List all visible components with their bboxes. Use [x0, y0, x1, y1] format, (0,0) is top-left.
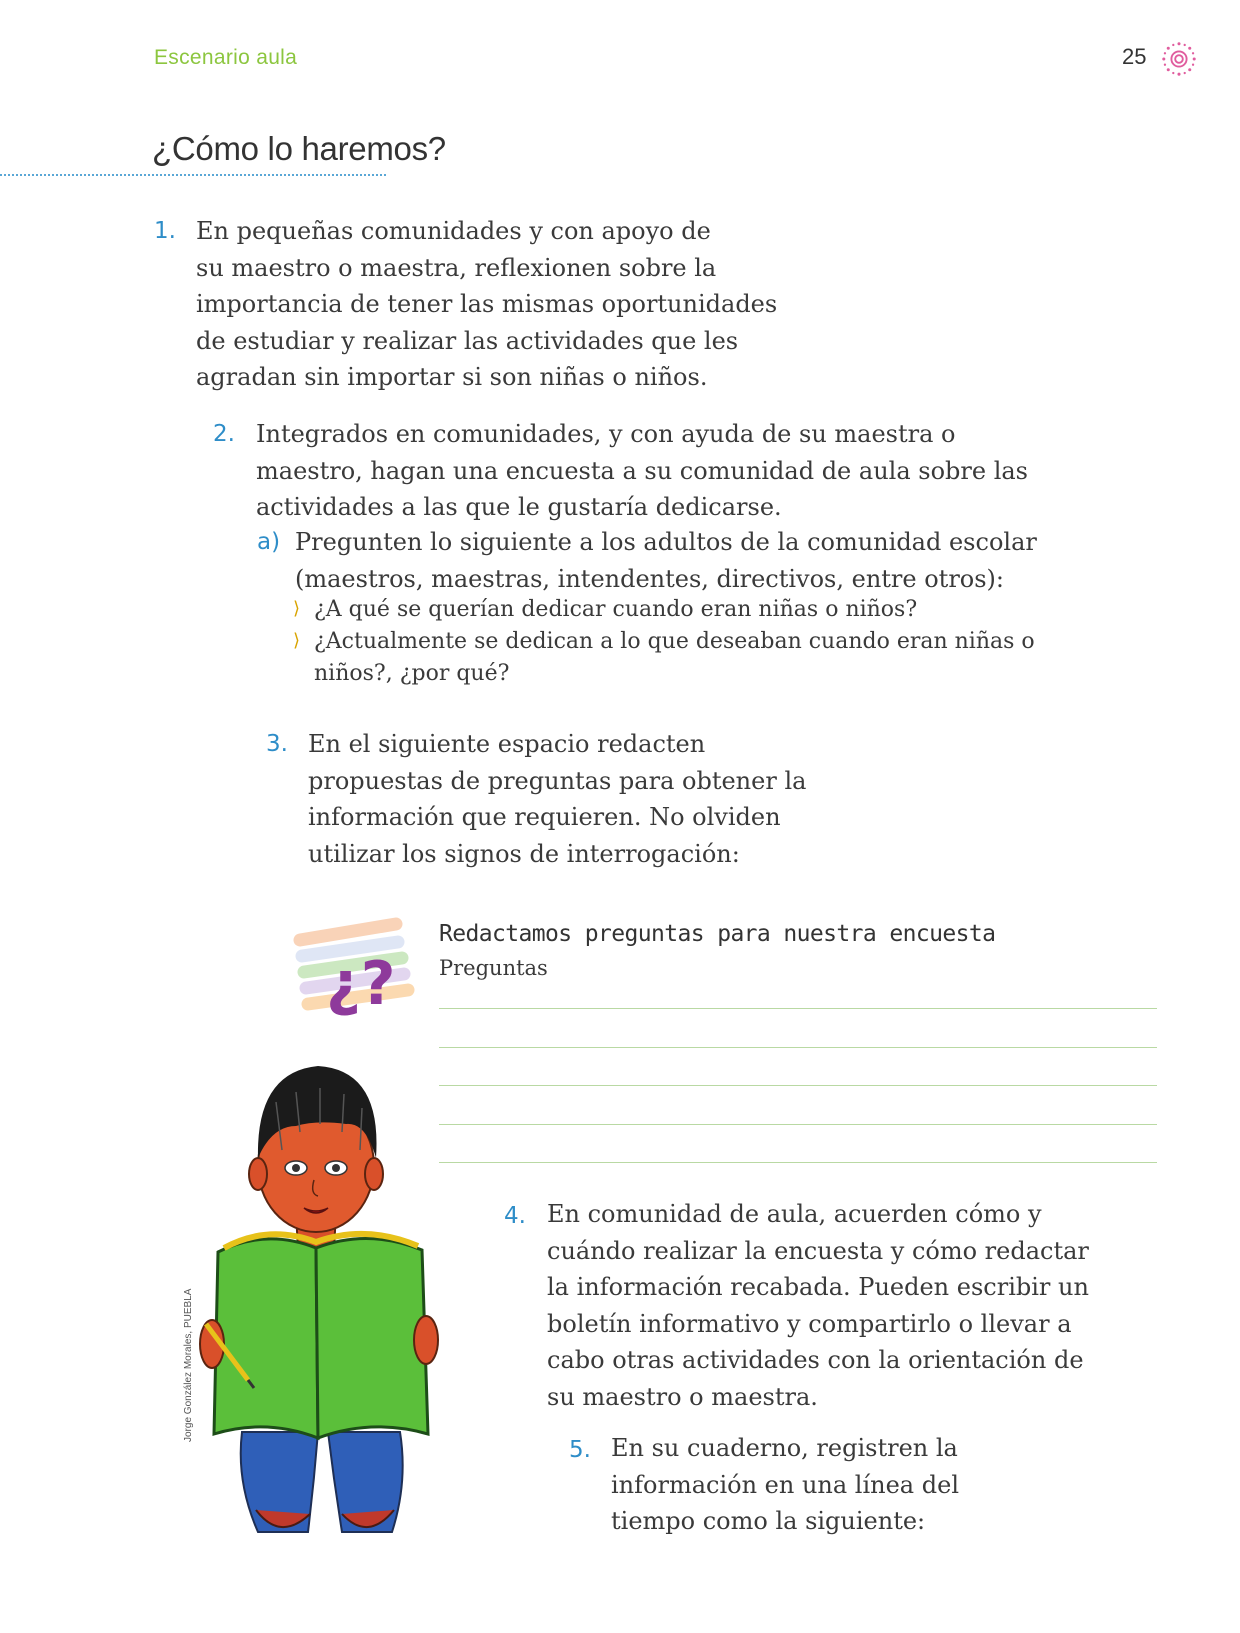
- section-label: Escenario aula: [154, 46, 298, 69]
- page-title: ¿Cómo lo haremos?: [152, 130, 446, 167]
- sun-ornament-icon: [1160, 40, 1198, 78]
- item-1-text: En pequeñas comunidades y con apoyo de su maestro o maestra, reflexionen sobre la importancia de tener las mismas oportunidades de estudiar y realizar las actividades que les agradan sin importar si son niñas o niños.: [196, 217, 778, 391]
- item-4-text: En comunidad de aula, acuerden cómo y cuándo realizar la encuesta y cómo redactar la información recabada. Pueden escribir un boletín informativo y compartirlo o llevar a cabo otras actividades con la orientación de su maestro o maestra.: [547, 1200, 1089, 1411]
- answer-line[interactable]: [439, 1047, 1157, 1048]
- title-divider: [0, 174, 386, 176]
- answer-line[interactable]: [439, 1162, 1157, 1163]
- survey-box-title: Redactamos preguntas para nuestra encuesta: [439, 921, 996, 947]
- svg-text:¿?: ¿?: [326, 949, 396, 1019]
- child-reading-illustration: [196, 1062, 456, 1542]
- sub-item-letter: a): [257, 529, 281, 555]
- item-number: 3.: [266, 731, 288, 757]
- page-number: 25: [1122, 44, 1147, 69]
- question-mark-icon: [292, 912, 416, 1022]
- item-2a-text: Pregunten lo siguiente a los adultos de la comunidad escolar (maestros, maestras, intendentes, directivos, entre otros):: [295, 528, 1037, 593]
- answer-line[interactable]: [439, 1124, 1157, 1125]
- item-number: 1.: [154, 218, 176, 244]
- answer-line[interactable]: [439, 1008, 1157, 1009]
- item-2-text: Integrados en comunidades, y con ayuda de su maestra o maestro, hagan una encuesta a su comunidad de aula sobre las actividades a las que le gustaría dedicarse.: [256, 420, 1028, 521]
- item-number: 5.: [569, 1437, 591, 1463]
- answer-line[interactable]: [439, 1085, 1157, 1086]
- item-number: 2.: [213, 421, 235, 447]
- bullet-icon: ⟩: [293, 598, 301, 619]
- item-3-text: En el siguiente espacio redacten propuestas de preguntas para obtener la información que requieren. No olviden utilizar los signos de interrogación:: [308, 730, 807, 868]
- bullet-icon: ⟩: [293, 630, 301, 651]
- item-5-text: En su cuaderno, registren la información en una línea del tiempo como la siguiente:: [611, 1434, 959, 1535]
- survey-box-subtitle: Preguntas: [439, 956, 548, 980]
- bullet-item: ¿Actualmente se dedican a lo que deseaban cuando eran niñas o niños?, ¿por qué?: [314, 629, 1035, 686]
- bullet-item: ¿A qué se querían dedicar cuando eran niñas o niños?: [314, 597, 918, 622]
- item-number: 4.: [504, 1203, 526, 1229]
- illustration-credit: Jorge González Morales, PUEBLA: [183, 1288, 194, 1442]
